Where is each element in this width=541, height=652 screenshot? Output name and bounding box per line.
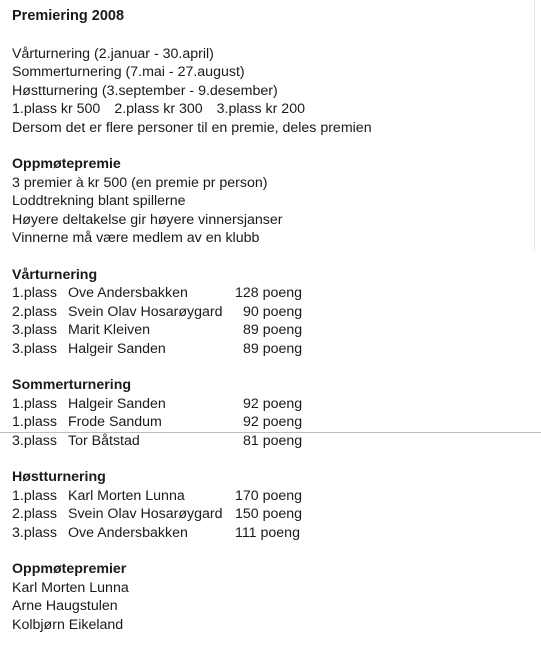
result-points: 128 poeng	[235, 285, 303, 301]
result-points: 150 poeng	[235, 506, 303, 522]
prize-first: 1.plass kr 500	[12, 101, 101, 117]
result-place: 2.plass	[12, 506, 57, 522]
result-name: Frode Sandum	[68, 414, 162, 430]
result-place: 1.plass	[12, 414, 57, 430]
autumn-heading: Høstturnering	[12, 469, 106, 485]
summer-heading: Sommerturnering	[12, 377, 132, 393]
result-row	[12, 487, 532, 506]
spring-heading: Vårturnering	[12, 266, 98, 283]
attendance-winners-section	[12, 560, 532, 634]
prize-split-note: Dersom det er flere personer til en premie, deles premien	[12, 119, 372, 136]
result-points: 90 poeng	[243, 303, 303, 320]
winner-name: Karl Morten Lunna	[12, 579, 129, 596]
page-edge-line	[534, 0, 535, 250]
result-row	[12, 395, 532, 414]
result-name: Svein Olav Hosarøygard	[68, 506, 223, 522]
attendance-line: Vinnerne må være medlem av en klubb	[12, 230, 260, 246]
result-name: Ove Andersbakken	[68, 285, 188, 301]
tournament-autumn-dates: Høstturnering (3.september - 9.desember)	[12, 82, 278, 99]
result-row	[12, 340, 532, 359]
winner-name: Arne Haugstulen	[12, 598, 118, 614]
prize-amounts	[12, 100, 532, 119]
document	[12, 7, 532, 652]
tournament-summer-dates: Sommerturnering (7.mai - 27.august)	[12, 64, 245, 80]
intro-section	[12, 45, 532, 138]
prize-third: 3.plass kr 200	[216, 101, 305, 117]
result-row	[12, 303, 532, 322]
attendance-line: 3 premier à kr 500 (en premie pr person)	[12, 174, 268, 191]
result-points: 89 poeng	[243, 322, 303, 338]
result-row	[12, 432, 532, 451]
result-row	[12, 413, 532, 432]
result-place: 3.plass	[12, 524, 57, 541]
document-title: Premiering 2008	[12, 8, 125, 24]
result-name: Halgeir Sanden	[68, 340, 166, 357]
result-row	[12, 284, 532, 303]
result-place: 2.plass	[12, 303, 57, 320]
result-name: Tor Båtstad	[68, 432, 140, 449]
result-name: Ove Andersbakken	[68, 524, 188, 541]
result-place: 1.plass	[12, 487, 57, 504]
summer-results-section	[12, 376, 532, 450]
result-name: Halgeir Sanden	[68, 395, 166, 412]
result-row	[12, 505, 532, 524]
autumn-results-section	[12, 468, 532, 542]
attendance-section	[12, 155, 532, 248]
attendance-winners-heading: Oppmøtepremier	[12, 561, 127, 577]
result-place: 1.plass	[12, 285, 57, 301]
result-place: 3.plass	[12, 340, 57, 357]
winner-name: Kolbjørn Eikeland	[12, 616, 124, 633]
tournament-spring-dates: Vårturnering (2.januar - 30.april)	[12, 45, 214, 62]
result-place: 1.plass	[12, 395, 57, 412]
prize-second: 2.plass kr 300	[114, 101, 203, 117]
result-points: 81 poeng	[243, 432, 303, 449]
result-place: 3.plass	[12, 322, 57, 338]
result-points: 170 poeng	[235, 487, 303, 504]
spring-results-section	[12, 266, 532, 359]
result-points: 89 poeng	[243, 340, 303, 357]
result-place: 3.plass	[12, 432, 57, 449]
result-points: 111 poeng	[235, 524, 300, 541]
result-name: Svein Olav Hosarøygard	[68, 303, 223, 320]
attendance-heading: Oppmøtepremie	[12, 156, 121, 172]
attendance-line: Loddtrekning blant spillerne	[12, 193, 186, 209]
result-name: Marit Kleiven	[68, 322, 151, 338]
attendance-line: Høyere deltakelse gir høyere vinnersjanser	[12, 211, 283, 228]
result-row	[12, 321, 532, 340]
result-points: 92 poeng	[243, 414, 303, 430]
result-row	[12, 524, 532, 543]
result-name: Karl Morten Lunna	[68, 487, 185, 504]
result-points: 92 poeng	[243, 395, 303, 412]
